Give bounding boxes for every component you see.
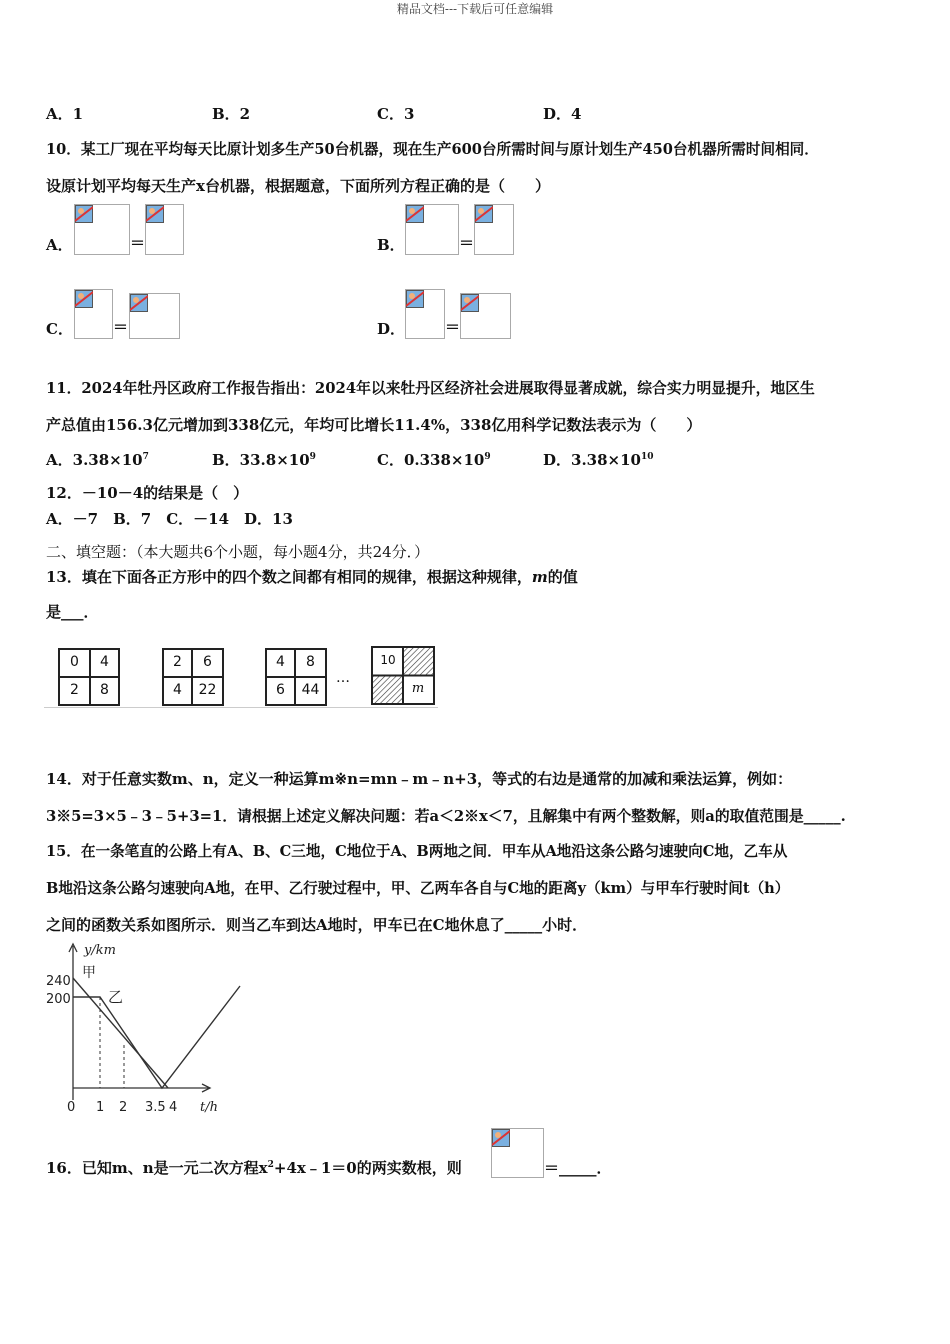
q11-text-line1: 11．2024年牡丹区政府工作报告指出：2024年以来牡丹区经济社会进展取得显著成就，综合实力明显提升，地区生 <box>46 380 815 397</box>
q14-text-line2: 3※5=3×5﹣3﹣5+3=1．请根据上述定义解决问题：若a＜2※x＜7，且解集中有两个整数解，则a的取值范围是_____. <box>46 808 846 825</box>
q13-text-line1: 13．填在下面各正方形中的四个数之间都有相同的规律，根据这种规律，m的值 <box>46 568 578 586</box>
square-2-top-left: 2 <box>173 654 182 670</box>
square-3-top-left: 4 <box>276 654 285 670</box>
square-2-bottom-left: 4 <box>173 682 182 698</box>
q13-ellipsis: … <box>336 670 350 686</box>
q10-option-d-label: D． <box>377 320 406 338</box>
q15-distance-time-graph <box>38 940 258 1120</box>
q9-option-c: C．3 <box>377 105 415 123</box>
q10-text-line1: 10．某工厂现在平均每天比原计划多生产50台机器，现在生产600台所需时间与原计划生产450台机器所需时间相同． <box>46 141 819 158</box>
broken-image-icon <box>406 205 424 223</box>
q11-option-b: B．$33.8\times 10^9$ <box>212 451 316 469</box>
q9-option-a: A．1 <box>46 105 84 123</box>
jia-label: 甲 <box>82 965 96 981</box>
broken-image-icon <box>75 290 93 308</box>
y-tick-240: 240 <box>46 974 71 989</box>
page-header: 精品文档---下载后可任意编辑 <box>396 2 554 16</box>
square-2-bottom-right: 22 <box>198 682 217 698</box>
q9-option-d: D．4 <box>543 105 582 123</box>
x-tick-3-5: 3.5 <box>145 1100 166 1115</box>
broken-image-icon <box>406 290 424 308</box>
q13-square-4 <box>371 646 435 705</box>
q11-option-a: A．$3.38\times 10^7$ <box>46 451 149 469</box>
q14-text-line1: 14．对于任意实数m、n，定义一种运算m※n=mn﹣m﹣n+3，等式的右边是通常的加减和乘法运算，例如： <box>46 770 793 788</box>
q11-text-line2: 产总值由156.3亿元增加到338亿元，年均可比增长11.4%，338亿用科学记数法表示为（ ） <box>46 416 702 434</box>
q10-option-b-label: B． <box>377 236 405 254</box>
x-tick-0: 0 <box>67 1100 76 1115</box>
yi-line <box>73 986 240 1088</box>
square-1-top-left: 0 <box>70 654 79 670</box>
q13-square-3 <box>265 648 327 706</box>
q16-answer-blank: ＝_____． <box>544 1159 612 1177</box>
broken-image-icon <box>146 205 164 223</box>
square-1-bottom-right: 8 <box>100 682 109 698</box>
q11-option-c: C．$0.338\times 10^9$ <box>377 451 491 469</box>
y-axis-label: y/km <box>84 943 116 958</box>
q10-option-c-label: C． <box>46 320 73 338</box>
x-tick-2: 2 <box>119 1100 128 1115</box>
q10-option-c-left-image <box>74 289 113 339</box>
q9-option-b: B．2 <box>212 105 251 123</box>
square-4-bottom-right: m <box>411 681 425 696</box>
q12-options: A．－7 B．7 C．－14 D．13 <box>46 510 293 528</box>
broken-image-icon <box>130 294 148 312</box>
q10-option-b-right-image <box>474 204 514 255</box>
yi-label: 乙 <box>108 988 124 1006</box>
square-3-bottom-left: 6 <box>276 682 285 698</box>
q13-square-1 <box>58 648 120 706</box>
broken-image-icon <box>461 294 479 312</box>
q10-option-d-right-image <box>460 293 511 339</box>
q10-option-d-left-image <box>405 289 445 339</box>
q12-text: 12．－10－4的结果是（ ） <box>46 484 249 502</box>
q10-option-a-left-image <box>74 204 130 255</box>
x-tick-1: 1 <box>96 1100 105 1115</box>
q10-option-b-equals: ＝ <box>459 234 475 252</box>
q10-option-c-right-image <box>129 293 180 339</box>
q15-text-line2: B地沿这条公路匀速驶向A地，在甲、乙行驶过程中，甲、乙两车各自与C地的距离y（km）与甲车行驶时间t（h） <box>46 880 790 897</box>
square-4-top-left: 10 <box>380 653 396 667</box>
q10-option-b-left-image <box>405 204 459 255</box>
square-3-bottom-right: 44 <box>301 682 320 698</box>
x-axis-label: t/h <box>200 1100 218 1115</box>
q13-figure-baseline <box>44 707 438 708</box>
q13-square-2 <box>162 648 224 706</box>
broken-image-icon <box>475 205 493 223</box>
q15-text-line1: 15．在一条笔直的公路上有A、B、C三地，C地位于A、B两地之间．甲车从A地沿这条公路匀速驶向C地，乙车从 <box>46 843 788 860</box>
broken-image-icon <box>492 1129 510 1147</box>
section-2-heading: 二、填空题：（本大题共6个小题，每小题4分，共24分．） <box>46 543 430 561</box>
y-tick-200: 200 <box>46 992 71 1007</box>
q10-option-a-label: A． <box>46 236 73 254</box>
square-1-bottom-left: 2 <box>70 682 79 698</box>
q15-text-line3: 之间的函数关系如图所示．则当乙车到达A地时，甲车已在C地休息了_____小时． <box>46 916 588 934</box>
q16-expression-image <box>491 1128 544 1178</box>
square-1-top-right: 4 <box>100 654 109 670</box>
q16-text: 16．已知m、n是一元二次方程$x^2+4x﹣1=0$的两实数根，则 <box>46 1159 462 1177</box>
q10-text-line2: 设原计划平均每天生产x台机器，根据题意，下面所列方程正确的是（ ） <box>46 177 550 195</box>
q10-option-a-equals: ＝ <box>130 234 146 252</box>
x-tick-4: 4 <box>169 1100 178 1115</box>
q10-option-a-right-image <box>145 204 184 255</box>
q11-option-d: D．$3.38\times 10^{10}$ <box>543 451 654 469</box>
q10-option-c-equals: ＝ <box>113 318 129 336</box>
square-2-top-right: 6 <box>203 654 212 670</box>
broken-image-icon <box>75 205 93 223</box>
square-3-top-right: 8 <box>306 654 315 670</box>
q13-text-line2: 是___． <box>46 603 99 621</box>
q10-option-d-equals: ＝ <box>445 318 461 336</box>
